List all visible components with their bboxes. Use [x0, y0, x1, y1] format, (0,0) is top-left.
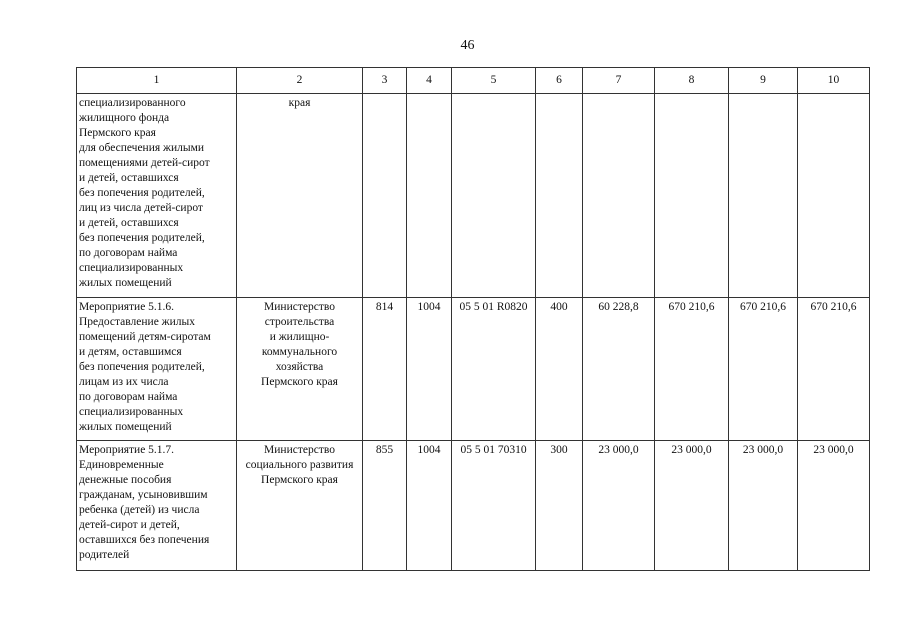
row3-col6: 300: [536, 441, 583, 571]
row2-col5: 05 5 01 R0820: [452, 298, 536, 441]
row3-col9: 23 000,0: [729, 441, 798, 571]
row2-col7: 60 228,8: [583, 298, 655, 441]
table-row: [77, 298, 870, 441]
row1-executor: края: [237, 94, 363, 298]
page-number: 46: [460, 38, 475, 53]
table-header-row: [77, 68, 870, 94]
row2-col8: 670 210,6: [655, 298, 729, 441]
row2-executor: Министерство строительства и жилищно- коммунального хозяйства Пермского края: [237, 298, 363, 441]
row2-col10: 670 210,6: [798, 298, 870, 441]
row1-col5: [452, 94, 536, 298]
row3-col4: 1004: [407, 441, 452, 571]
row1-description: специализированного жилищного фонда Пермского края для обеспечения жилыми помещениями детей-сирот и детей, оставшихся без попечения родителей, лиц из числа детей-сирот и детей, оставшихся без попечения родителей, по договорам найма специализированных жилых помещений: [77, 94, 237, 298]
row1-col4: [407, 94, 452, 298]
column-header-5: 5: [452, 68, 536, 94]
row3-col3: 855: [363, 441, 407, 571]
column-header-2: 2: [237, 68, 363, 94]
row2-col4: 1004: [407, 298, 452, 441]
table-row: [77, 94, 870, 298]
row3-col5: 05 5 01 70310: [452, 441, 536, 571]
row1-col9: [729, 94, 798, 298]
column-header-10: 10: [798, 68, 870, 94]
row2-description: Мероприятие 5.1.6. Предоставление жилых помещений детям-сиротам и детям, оставшимся без попечения родителей, лицам из их числа по договорам найма специализированных жилых помещений: [77, 298, 237, 441]
row2-col9: 670 210,6: [729, 298, 798, 441]
row3-col8: 23 000,0: [655, 441, 729, 571]
column-header-3: 3: [363, 68, 407, 94]
row2-col3: 814: [363, 298, 407, 441]
row1-col6: [536, 94, 583, 298]
row3-col7: 23 000,0: [583, 441, 655, 571]
row3-executor: Министерство социального развития Пермского края: [237, 441, 363, 571]
row1-col3: [363, 94, 407, 298]
row3-col10: 23 000,0: [798, 441, 870, 571]
column-header-1: 1: [77, 68, 237, 94]
budget-table: [76, 67, 870, 571]
column-header-9: 9: [729, 68, 798, 94]
row2-col6: 400: [536, 298, 583, 441]
table-row: [77, 441, 870, 571]
column-header-7: 7: [583, 68, 655, 94]
row1-col7: [583, 94, 655, 298]
row1-col10: [798, 94, 870, 298]
column-header-8: 8: [655, 68, 729, 94]
column-header-4: 4: [407, 68, 452, 94]
row3-description: Мероприятие 5.1.7. Единовременные денежные пособия гражданам, усыновившим ребенка (детей) из числа детей-сирот и детей, оставшихся без попечения родителей: [77, 441, 237, 571]
row1-col8: [655, 94, 729, 298]
column-header-6: 6: [536, 68, 583, 94]
